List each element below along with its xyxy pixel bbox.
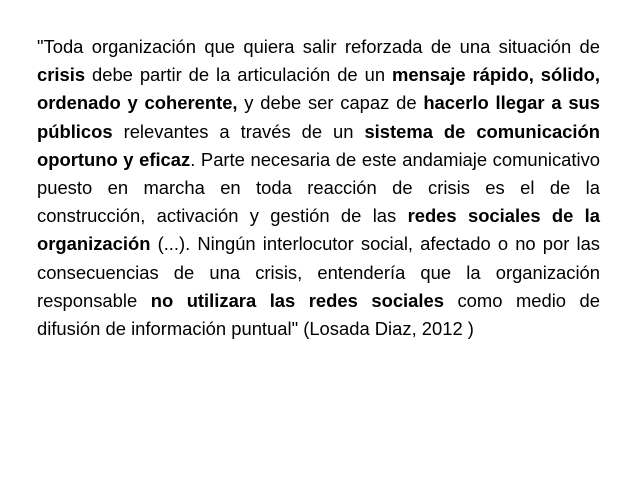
quote-citation: como medio de difusión de información puntual" (Losada Diaz, 2012 ) xyxy=(37,289,600,340)
quote-text: relevantes a través de un xyxy=(112,120,365,142)
quote-emphasis: mensaje rápido, sólido, ordenado y coherente, xyxy=(37,64,600,114)
quote-paragraph xyxy=(37,33,600,343)
quote-emphasis: no utilizara las redes sociales xyxy=(150,289,444,311)
quote-text: "Toda organización que quiera salir reforzada de una situación de xyxy=(37,36,600,57)
quote-text: . Parte necesaria de este andamiaje comunicativo puesto en marcha en toda reacción de crisis es el de la construcción, activación y gestión de las xyxy=(37,148,600,227)
quote-emphasis: redes sociales de la organización xyxy=(37,205,601,255)
quote-emphasis: sistema de comunicación oportuno y eficaz xyxy=(37,120,600,170)
quote-text: (...). Ningún interlocutor social, afectado o no por las consecuencias de una crisis, entendería que la organización responsable xyxy=(37,233,600,311)
quote-emphasis: hacerlo llegar a sus públicos xyxy=(37,92,601,142)
quote-text: debe partir de la articulación de un xyxy=(85,64,392,86)
quote-emphasis: crisis xyxy=(37,64,86,86)
quote-text: y debe ser capaz de xyxy=(237,92,424,114)
